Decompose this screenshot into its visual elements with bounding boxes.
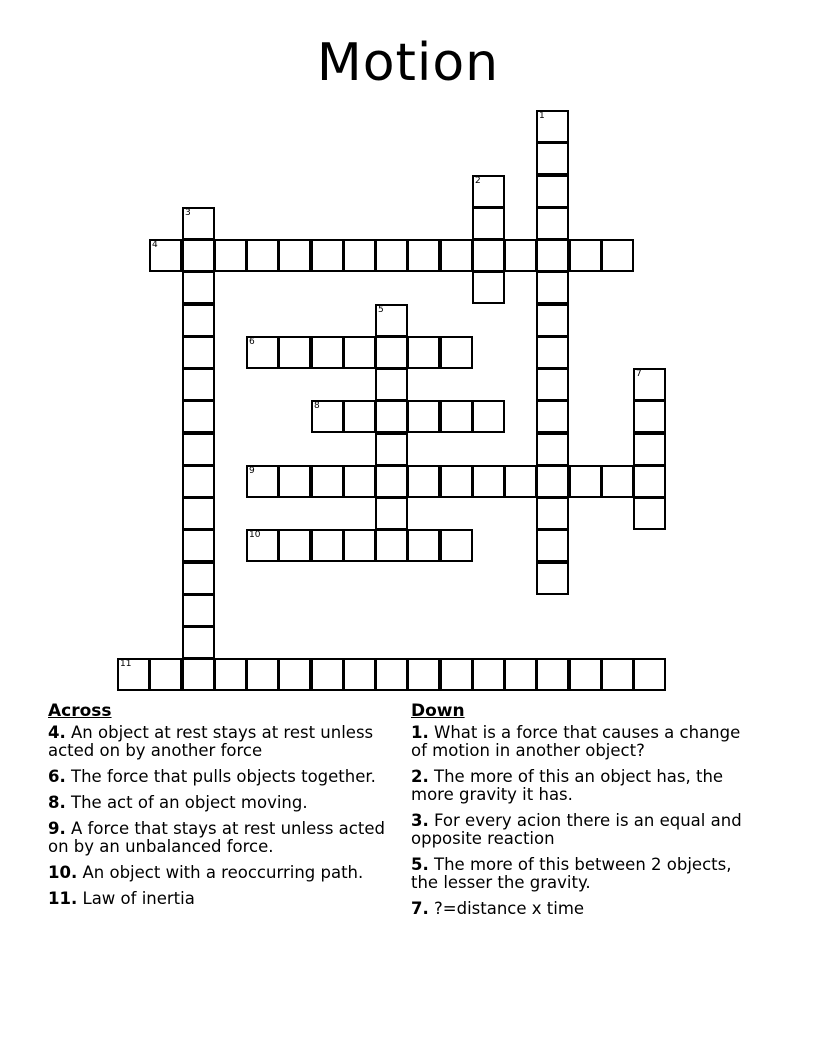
crossword-cell[interactable]: [536, 175, 569, 208]
crossword-cell[interactable]: [278, 658, 311, 691]
cell-number: 2: [475, 176, 481, 186]
crossword-cell[interactable]: [182, 465, 215, 498]
crossword-cell[interactable]: [311, 239, 344, 272]
cell-number: 7: [636, 369, 642, 379]
clue-text: An object with a reoccurring path.: [82, 863, 364, 882]
crossword-cell[interactable]: [536, 465, 569, 498]
crossword-cell[interactable]: [311, 658, 344, 691]
crossword-cell[interactable]: [536, 497, 569, 530]
clue-text: For every acion there is an equal and opposite reaction: [411, 811, 742, 848]
crossword-cell[interactable]: [375, 400, 408, 433]
cell-number: 6: [249, 337, 255, 347]
down-heading: Down: [411, 701, 465, 721]
clue-number: 5: [411, 855, 423, 874]
crossword-cell[interactable]: [311, 529, 344, 562]
crossword-cell[interactable]: [601, 239, 634, 272]
crossword-cell[interactable]: [343, 400, 376, 433]
crossword-cell[interactable]: [375, 304, 408, 337]
crossword-cell[interactable]: [536, 304, 569, 337]
clue-text: What is a force that causes a change of motion in another object?: [411, 723, 741, 760]
crossword-cell[interactable]: [149, 239, 182, 272]
crossword-cell[interactable]: [375, 336, 408, 369]
down-clue-1: 1. What is a force that causes a change of motion in another object?: [411, 723, 741, 760]
crossword-cell[interactable]: [246, 465, 279, 498]
crossword-cell[interactable]: [407, 336, 440, 369]
clue-number: 8: [48, 793, 60, 812]
across-clue-4: 4. An object at rest stays at rest unless acted on by another force: [48, 723, 374, 760]
crossword-cell[interactable]: [182, 658, 215, 691]
crossword-cell[interactable]: [182, 304, 215, 337]
crossword-cell[interactable]: [633, 400, 666, 433]
crossword-cell[interactable]: [182, 594, 215, 627]
crossword-cell[interactable]: [633, 368, 666, 401]
crossword-cell[interactable]: [311, 336, 344, 369]
crossword-cell[interactable]: [536, 529, 569, 562]
crossword-cell[interactable]: [407, 465, 440, 498]
crossword-cell[interactable]: [472, 465, 505, 498]
clue-number: 4: [48, 723, 60, 742]
cell-number: 3: [185, 208, 191, 218]
clue-number: 7: [411, 899, 423, 918]
clue-text: The act of an object moving.: [71, 793, 308, 812]
crossword-cell[interactable]: [375, 433, 408, 466]
crossword-cell[interactable]: [278, 336, 311, 369]
crossword-cell[interactable]: [536, 336, 569, 369]
crossword-cell[interactable]: [536, 368, 569, 401]
crossword-cell[interactable]: [246, 658, 279, 691]
crossword-cell[interactable]: [182, 433, 215, 466]
crossword-cell[interactable]: [536, 433, 569, 466]
cell-number: 8: [314, 401, 320, 411]
crossword-cell[interactable]: [182, 207, 215, 240]
crossword-cell[interactable]: [536, 400, 569, 433]
clue-number: 10: [48, 863, 71, 882]
crossword-cell[interactable]: [343, 658, 376, 691]
clue-number: 2: [411, 767, 423, 786]
across-clue-11: 11. Law of inertia: [48, 889, 195, 908]
crossword-cell[interactable]: [278, 465, 311, 498]
down-clues: [411, 702, 761, 926]
clue-text: ?=distance x time: [434, 899, 585, 918]
crossword-cell[interactable]: [536, 239, 569, 272]
crossword-cell[interactable]: [504, 465, 537, 498]
crossword-cell[interactable]: [569, 239, 602, 272]
crossword-cell[interactable]: [375, 465, 408, 498]
crossword-cell[interactable]: [407, 400, 440, 433]
crossword-cell[interactable]: [182, 239, 215, 272]
crossword-cell[interactable]: [311, 465, 344, 498]
crossword-cell[interactable]: [182, 562, 215, 595]
clue-text: An object at rest stays at rest unless acted on by another force: [48, 723, 374, 760]
crossword-cell[interactable]: [536, 562, 569, 595]
crossword-cell[interactable]: [440, 465, 473, 498]
crossword-cell[interactable]: [214, 658, 247, 691]
crossword-cell[interactable]: [343, 239, 376, 272]
crossword-cell[interactable]: [440, 529, 473, 562]
crossword-cell[interactable]: [343, 336, 376, 369]
crossword-cell[interactable]: [504, 239, 537, 272]
crossword-cell[interactable]: [407, 529, 440, 562]
clue-text: The more of this an object has, the more gravity it has.: [411, 767, 724, 804]
clue-number: 1: [411, 723, 423, 742]
clue-text: A force that stays at rest unless acted on by an unbalanced force.: [48, 819, 385, 856]
page-title: Motion: [316, 33, 500, 93]
crossword-cell[interactable]: [536, 142, 569, 175]
crossword-cell[interactable]: [472, 239, 505, 272]
clue-text: The force that pulls objects together.: [71, 767, 376, 786]
crossword-cell[interactable]: [246, 529, 279, 562]
crossword-cell[interactable]: [182, 626, 215, 659]
across-clues: [48, 702, 398, 916]
crossword-cell[interactable]: [343, 465, 376, 498]
crossword-cell[interactable]: [117, 658, 150, 691]
crossword-cell[interactable]: [536, 658, 569, 691]
crossword-cell[interactable]: [633, 465, 666, 498]
crossword-cell[interactable]: [407, 658, 440, 691]
down-clue-3: 3. For every acion there is an equal and opposite reaction: [411, 811, 742, 848]
crossword-cell[interactable]: [472, 400, 505, 433]
crossword-cell[interactable]: [536, 207, 569, 240]
crossword-cell[interactable]: [246, 239, 279, 272]
crossword-cell[interactable]: [246, 336, 279, 369]
crossword-cell[interactable]: [375, 658, 408, 691]
cell-number: 4: [152, 240, 158, 250]
crossword-cell[interactable]: [472, 271, 505, 304]
crossword-cell[interactable]: [569, 658, 602, 691]
clue-number: 11: [48, 889, 71, 908]
across-clue-8: 8. The act of an object moving.: [48, 793, 308, 812]
crossword-cell[interactable]: [440, 400, 473, 433]
cell-number: 9: [249, 466, 255, 476]
crossword-cell[interactable]: [182, 529, 215, 562]
crossword-cell[interactable]: [375, 239, 408, 272]
across-clue-10: 10. An object with a reoccurring path.: [48, 863, 364, 882]
crossword-cell[interactable]: [472, 207, 505, 240]
down-clue-2: 2. The more of this an object has, the more gravity it has.: [411, 767, 724, 804]
crossword-cell[interactable]: [407, 239, 440, 272]
crossword-cell[interactable]: [633, 658, 666, 691]
crossword-cell[interactable]: [375, 529, 408, 562]
crossword-cell[interactable]: [149, 658, 182, 691]
crossword-cell[interactable]: [182, 271, 215, 304]
crossword-cell[interactable]: [472, 658, 505, 691]
crossword-cell[interactable]: [278, 529, 311, 562]
crossword-cell[interactable]: [375, 497, 408, 530]
crossword-cell[interactable]: [182, 497, 215, 530]
cell-number: 11: [120, 659, 132, 669]
cell-number: 1: [539, 111, 545, 121]
down-clue-7: 7. ?=distance x time: [411, 899, 585, 918]
crossword-cell[interactable]: [601, 658, 634, 691]
clue-number: 3: [411, 811, 423, 830]
crossword-cell[interactable]: [569, 465, 602, 498]
crossword-cell[interactable]: [472, 175, 505, 208]
crossword-cell[interactable]: [536, 271, 569, 304]
crossword-cell[interactable]: [633, 497, 666, 530]
clue-number: 6: [48, 767, 60, 786]
down-clue-5: 5. The more of this between 2 objects, the lesser the gravity.: [411, 855, 732, 892]
crossword-cell[interactable]: [536, 110, 569, 143]
crossword-cell[interactable]: [182, 336, 215, 369]
clue-text: Law of inertia: [82, 889, 195, 908]
clue-number: 9: [48, 819, 60, 838]
cell-number: 5: [378, 305, 384, 315]
crossword-cell[interactable]: [440, 658, 473, 691]
crossword-cell[interactable]: [343, 529, 376, 562]
cell-number: 10: [249, 530, 261, 540]
crossword-cell[interactable]: [504, 658, 537, 691]
crossword-cell[interactable]: [440, 239, 473, 272]
crossword-cell[interactable]: [214, 239, 247, 272]
crossword-cell[interactable]: [375, 368, 408, 401]
across-heading: Across: [48, 701, 112, 721]
crossword-cell[interactable]: [601, 465, 634, 498]
crossword-cell[interactable]: [440, 336, 473, 369]
crossword-cell[interactable]: [182, 368, 215, 401]
clue-text: The more of this between 2 objects, the lesser the gravity.: [411, 855, 732, 892]
crossword-cell[interactable]: [633, 433, 666, 466]
across-clue-9: 9. A force that stays at rest unless acted on by an unbalanced force.: [48, 819, 385, 856]
crossword-cell[interactable]: [278, 239, 311, 272]
crossword-cell[interactable]: [311, 400, 344, 433]
crossword-cell[interactable]: [182, 400, 215, 433]
across-clue-6: 6. The force that pulls objects together.: [48, 767, 376, 786]
